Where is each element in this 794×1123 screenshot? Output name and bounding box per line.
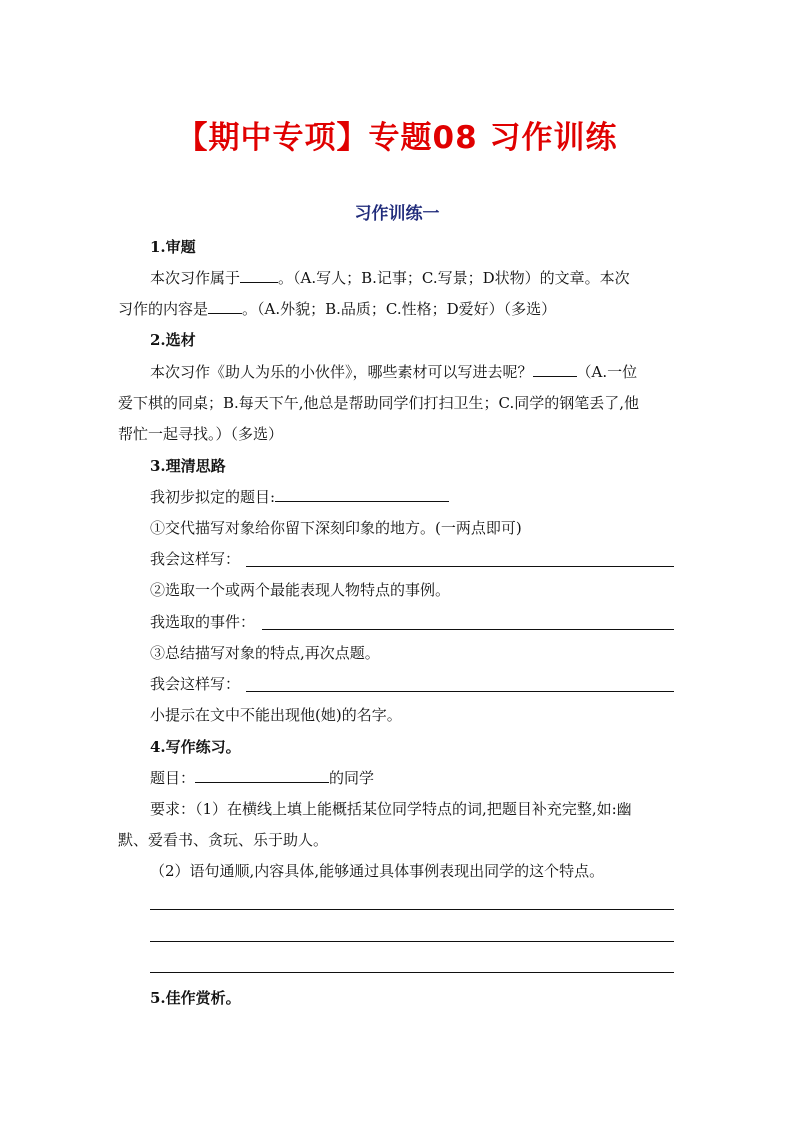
- practice-requirement-1: 要求：（1）在横线上填上能概括某位同学特点的词,把题目补充完整,如:幽: [150, 800, 632, 818]
- heading-outline: 3.理清思路: [150, 457, 226, 475]
- practice-topic-suffix: 的同学: [329, 769, 375, 787]
- answer-line-write-1[interactable]: [246, 566, 674, 567]
- answer-line-event[interactable]: [262, 629, 674, 630]
- document-title: 【期中专项】专题08 习作训练: [176, 120, 618, 156]
- answer-blank-type[interactable]: [240, 268, 278, 283]
- answer-blank-material[interactable]: [533, 362, 577, 377]
- heading-practice: 4.写作练习。: [150, 738, 241, 756]
- review-text-1a: 本次习作属于: [150, 269, 241, 287]
- heading-material: 2.选材: [150, 331, 196, 349]
- outline-point-1: ①交代描写对象给你留下深刻印象的地方。(一两点即可): [150, 519, 522, 537]
- answer-blank-topic[interactable]: [195, 768, 329, 783]
- material-line-3: 帮忙一起寻找。）（多选）: [118, 425, 284, 443]
- heading-review-topic: 1.审题: [150, 238, 196, 256]
- practice-topic-row: [150, 768, 674, 788]
- answer-line-write-3[interactable]: [246, 691, 674, 692]
- outline-point-2: ②选取一个或两个最能表现人物特点的事例。: [150, 581, 451, 599]
- outline-write-2-label: 我选取的事件：: [150, 613, 256, 631]
- review-line-1: [150, 268, 674, 288]
- writing-line-3[interactable]: [150, 972, 674, 973]
- material-text-1b: （A.一位: [576, 363, 638, 381]
- outline-write-3-label: 我会这样写：: [150, 675, 241, 693]
- outline-tip: 小提示在文中不能出现他(她)的名字。: [150, 706, 402, 724]
- outline-title-label: 我初步拟定的题目:: [150, 488, 276, 506]
- outline-point-3: ③总结描写对象的特点,再次点题。: [150, 644, 380, 662]
- material-text-1a: 本次习作《助人为乐的小伙伴》，哪些素材可以写进去呢？: [150, 363, 533, 381]
- section-subtitle: 习作训练一: [354, 204, 440, 224]
- heading-appreciation: 5.佳作赏析。: [150, 989, 241, 1007]
- practice-requirement-2: （2）语句通顺,内容具体,能够通过具体事例表现出同学的这个特点。: [150, 862, 605, 880]
- practice-topic-label: 题目：: [150, 769, 196, 787]
- outline-write-1-label: 我会这样写：: [150, 550, 241, 568]
- material-line-1: [150, 362, 674, 382]
- review-text-1b: 。（A.写人；B.记事；C.写景；D状物）的文章。本次: [278, 269, 630, 287]
- review-text-2a: 习作的内容是: [118, 300, 209, 318]
- writing-line-2[interactable]: [150, 941, 674, 942]
- review-line-2: [118, 299, 678, 319]
- outline-title-row: [150, 487, 674, 507]
- answer-blank-content[interactable]: [208, 299, 242, 314]
- practice-requirement-1b: 默、爱看书、贪玩、乐于助人。: [118, 831, 329, 849]
- answer-blank-title[interactable]: [275, 487, 449, 502]
- review-text-2b: 。（A.外貌；B.品质；C.性格；D爱好）（多选）: [242, 300, 557, 318]
- writing-line-1[interactable]: [150, 909, 674, 910]
- material-line-2: 爱下棋的同桌；B.每天下午,他总是帮助同学们打扫卫生；C.同学的钢笔丢了,他: [118, 394, 640, 412]
